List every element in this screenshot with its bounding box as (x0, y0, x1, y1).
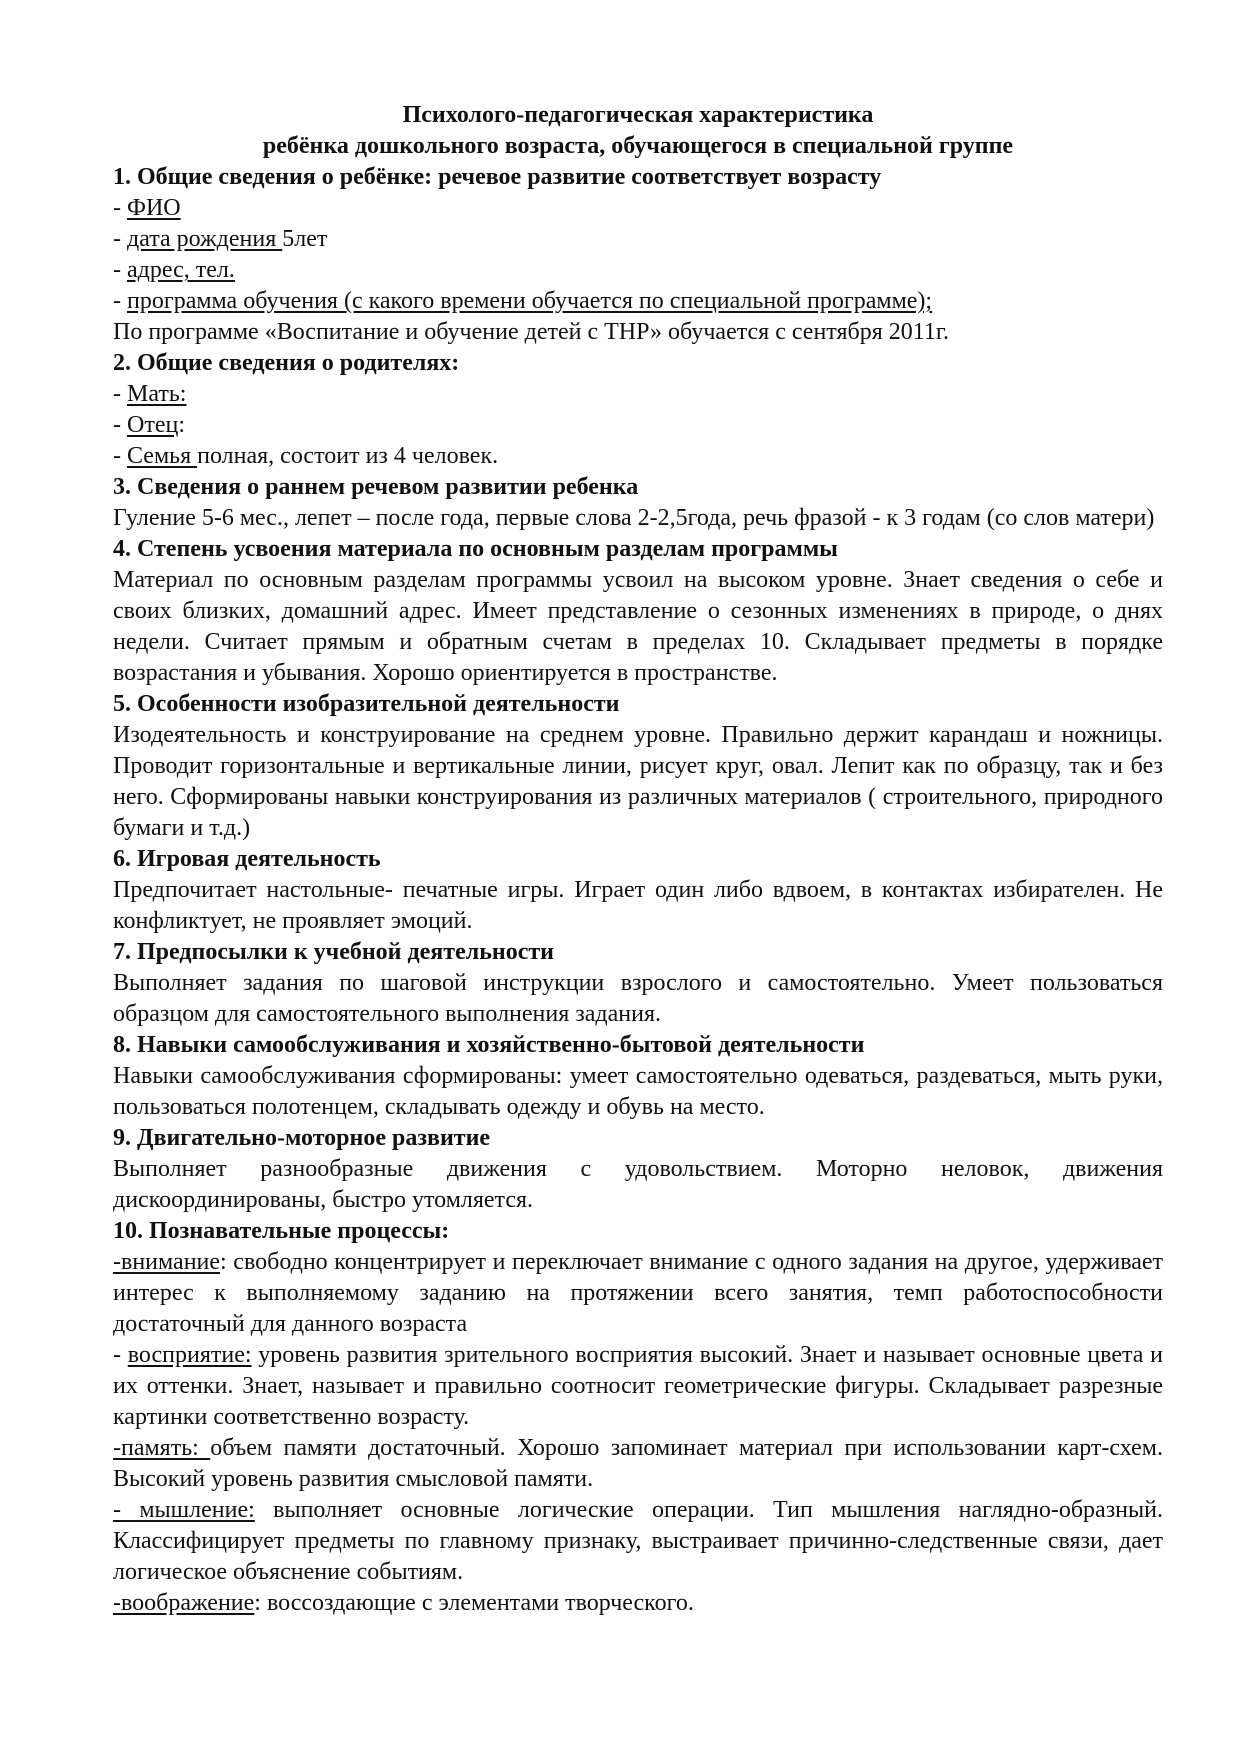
father-dash: - (113, 412, 127, 438)
section-6-text: Предпочитает настольные- печатные игры. Играет один либо вдвоем, в контактах избирателен. Не конфликтует, не проявляет эмоций. (113, 877, 1163, 934)
perception-dash: - (113, 1342, 128, 1368)
family-label: Семья (127, 443, 198, 469)
father-colon: : (178, 412, 185, 438)
attention-text: : свободно концентрирует и переключает внимание с одного задания на другое, удерживает интерес к выполняемому заданию на протяжении всего занятия, темп работоспособности достаточный для данного возраста (113, 1249, 1163, 1337)
program-row (113, 286, 1163, 317)
attention-label: -внимание (113, 1249, 221, 1275)
imagination-label: -воображение (113, 1590, 255, 1616)
title-line-2: ребёнка дошкольного возраста, обучающегося в специальной группе (262, 133, 1014, 159)
section-4-text: Материал по основным разделам программы усвоил на высоком уровне. Знает сведения о себе и своих близких, домашний адрес. Имеет представление о сезонных изменениях в природе, о днях недели. Считает прямым и обратным счетам в пределах 10. Складывает предметы в порядке возрастания и убывания. Хорошо ориентируется в пространстве. (113, 567, 1163, 686)
section-3-text: Гуление 5-6 мес., лепет – после года, первые слова 2-2,5года, речь фразой - к 3 годам (со слов матери) (113, 505, 1155, 531)
family-row (113, 441, 1163, 472)
section-4-heading: 4. Степень усвоения материала по основным разделам программы (113, 536, 838, 562)
program-label: программа обучения (с какого времени обучается по специальной программе); (127, 288, 933, 314)
section-2-heading: 2. Общие сведения о родителях: (113, 350, 460, 376)
address-label: адрес, тел. (127, 257, 235, 283)
mother-label: Мать: (127, 381, 187, 407)
father-label: Отец (127, 412, 179, 438)
family-dash: - (113, 443, 127, 469)
section-9-heading: 9. Двигательно-моторное развитие (113, 1125, 491, 1151)
section-5-heading: 5. Особенности изобразительной деятельности (113, 691, 620, 717)
perception-label: восприятие: (127, 1342, 252, 1368)
address-dash: - (113, 257, 127, 283)
program-value: По программе «Воспитание и обучение детей с ТНР» обучается с сентября 2011г. (113, 319, 950, 345)
imagination-text: : воссоздающие с элементами творческого. (254, 1590, 694, 1616)
attention-paragraph (113, 1247, 1163, 1340)
thinking-paragraph (113, 1495, 1163, 1588)
section-8-text: Навыки самообслуживания сформированы: умеет самостоятельно одеваться, раздеваться, мыть руки, пользоваться полотенцем, складывать одежду и обувь на место. (113, 1063, 1163, 1120)
perception-paragraph (113, 1340, 1163, 1433)
memory-paragraph (113, 1433, 1163, 1495)
father-row (113, 410, 1163, 441)
section-6-heading: 6. Игровая деятельность (113, 846, 381, 872)
section-1-heading: 1. Общие сведения о ребёнке: речевое развитие соответствует возрасту (113, 164, 882, 190)
title-line-1: Психолого-педагогическая характеристика (402, 102, 874, 128)
section-3-heading: 3. Сведения о раннем речевом развитии ребенка (113, 474, 639, 500)
dob-dash: - (113, 226, 127, 252)
thinking-label: - мышление: (113, 1497, 255, 1523)
fio-dash: - (113, 195, 127, 221)
fio-row (113, 193, 1163, 224)
memory-label: -память: (113, 1435, 211, 1461)
section-5-text: Изодеятельность и конструирование на среднем уровне. Правильно держит карандаш и ножницы. Проводит горизонтальные и вертикальные линии, рисует круг, овал. Лепит как по образцу, так и без него. Сформированы навыки конструирования из различных материалов ( строительного, природного бумаги и т.д.) (113, 722, 1163, 841)
perception-text: уровень развития зрительного восприятия высокий. Знает и называет основные цвета и их оттенки. Знает, называет и правильно соотносит геометрические фигуры. Складывает разрезные картинки соответственно возрасту. (113, 1342, 1163, 1430)
dob-row (113, 224, 1163, 255)
mother-dash: - (113, 381, 127, 407)
family-value: полная, состоит из 4 человек. (197, 443, 499, 469)
program-dash: - (113, 288, 127, 314)
dob-label: дата рождения (127, 226, 283, 252)
thinking-text: выполняет основные логические операции. Тип мышления наглядно-образный. Классифицирует предметы по главному признаку, выстраивает причинно-следственные связи, дает логическое объяснение событиям. (113, 1497, 1163, 1585)
section-7-text: Выполняет задания по шаговой инструкции взрослого и самостоятельно. Умеет пользоваться образцом для самостоятельного выполнения задания. (113, 970, 1163, 1027)
section-8-heading: 8. Навыки самообслуживания и хозяйственно-бытовой деятельности (113, 1032, 865, 1058)
imagination-paragraph (113, 1588, 1163, 1619)
fio-label: ФИО (127, 195, 181, 221)
memory-text: объем памяти достаточный. Хорошо запоминает материал при использовании карт-схем. Высокий уровень развития смысловой памяти. (113, 1435, 1163, 1492)
section-10-heading: 10. Познавательные процессы: (113, 1218, 450, 1244)
mother-row (113, 379, 1163, 410)
document-body (113, 100, 1163, 1619)
address-row (113, 255, 1163, 286)
section-7-heading: 7. Предпосылки к учебной деятельности (113, 939, 554, 965)
section-9-text: Выполняет разнообразные движения с удовольствием. Моторно неловок, движения дискоординированы, быстро утомляется. (113, 1156, 1163, 1213)
dob-value: 5лет (282, 226, 328, 252)
